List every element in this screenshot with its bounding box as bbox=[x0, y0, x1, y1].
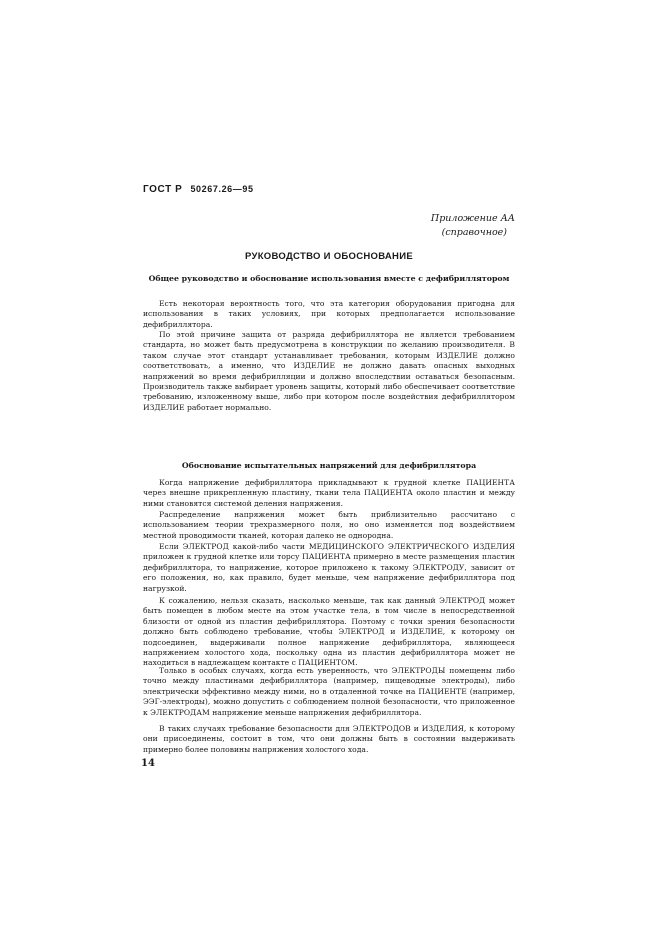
appendix-note: (справочное) bbox=[441, 227, 507, 238]
paragraph: По этой причине защита от разряда дефибриллятора не является требованием стандарта, но может быть предусмотрена в конструкции по желанию производителя. В таком случае этот стандарт устанавливает требования, которым ИЗДЕЛИЕ должно соответствовать, а именно, что ИЗДЕЛИЕ не должно давать опасных выходных напряжений во время дефибрилляции и должно впоследствии оставаться безопасным. Производитель также выбирает уровень защиты, который либо обеспечивает соответствие требованию, изложенному выше, либо при котором после воздействия дефибриллятором ИЗДЕЛИЕ работает нормально. bbox=[143, 330, 515, 412]
page-number: 14 bbox=[141, 758, 155, 769]
paragraph: Если ЭЛЕКТРОД какой-либо части МЕДИЦИНСКОГО ЭЛЕКТРИЧЕСКОГО ИЗДЕЛИЯ приложен к грудной клетке или торсу ПАЦИЕНТА примерно в месте размещения пластин дефибриллятора, то напряжение, которое приложено к такому ЭЛЕКТРОДУ, зависит от его положения, но, как правило, будет меньше, чем напряжение дефибриллятора под нагрузкой. bbox=[143, 542, 515, 593]
standard-label: ГОСТ Р bbox=[143, 184, 183, 195]
page-header bbox=[143, 184, 254, 195]
appendix-label: Приложение АА bbox=[430, 213, 515, 224]
paragraph: Только в особых случаях, когда есть уверенность, что ЭЛЕКТРОДЫ помещены либо точно между пластинами дефибриллятора (например, пищеводные электроды), либо электрически эффективно между ними, но в отдаленной точке на ПАЦИЕНТЕ (например, ЭЭГ-электроды), можно допустить с соблюдением полной безопасности, что приложенное к ЭЛЕКТРОДАМ напряжение меньше напряжения дефибриллятора. bbox=[143, 666, 515, 717]
section-heading-general: Общее руководство и обоснование использования вместе с дефибриллятором bbox=[148, 274, 510, 283]
paragraph: Есть некоторая вероятность того, что эта категория оборудования пригодна для использования в таких условиях, при которых предполагается использование дефибриллятора. bbox=[143, 299, 515, 329]
paragraph: Распределение напряжения может быть приблизительно рассчитано с использованием теории трехразмерного поля, но оно изменяется под воздействием местной проводимости тканей, которая далеко не однородна. bbox=[143, 510, 515, 540]
standard-number: 50267.26—95 bbox=[190, 184, 254, 194]
section-heading-test-voltages: Обоснование испытательных напряжений для дефибриллятора bbox=[181, 461, 477, 470]
page-title: РУКОВОДСТВО И ОБОСНОВАНИЕ bbox=[244, 251, 413, 262]
paragraph: В таких случаях требование безопасности для ЭЛЕКТРОДОВ и ИЗДЕЛИЯ, к которому они присоединены, состоит в том, что они должны быть в состоянии выдерживать примерно более половины напряжения холостого хода. bbox=[143, 724, 515, 754]
paragraph: Когда напряжение дефибриллятора прикладывают к грудной клетке ПАЦИЕНТА через внешне прикрепленную пластину, ткани тела ПАЦИЕНТА около пластин и между ними становятся системой деления напряжения. bbox=[143, 478, 515, 508]
paragraph: К сожалению, нельзя сказать, насколько меньше, так как данный ЭЛЕКТРОД может быть помещен в любом месте на этом участке тела, в том числе в непосредственной близости от одной из пластин дефибриллятора. Поэтому с точки зрения безопасности должно быть соблюдено требование, чтобы ЭЛЕКТРОД и ИЗДЕЛИЕ, к которому он подсоединен, выдерживали полное напряжение дефибриллятора, являющееся напряжением холостого хода, поскольку одна из пластин дефибриллятора может не находиться в надлежащем контакте с ПАЦИЕНТОМ. bbox=[143, 596, 515, 668]
